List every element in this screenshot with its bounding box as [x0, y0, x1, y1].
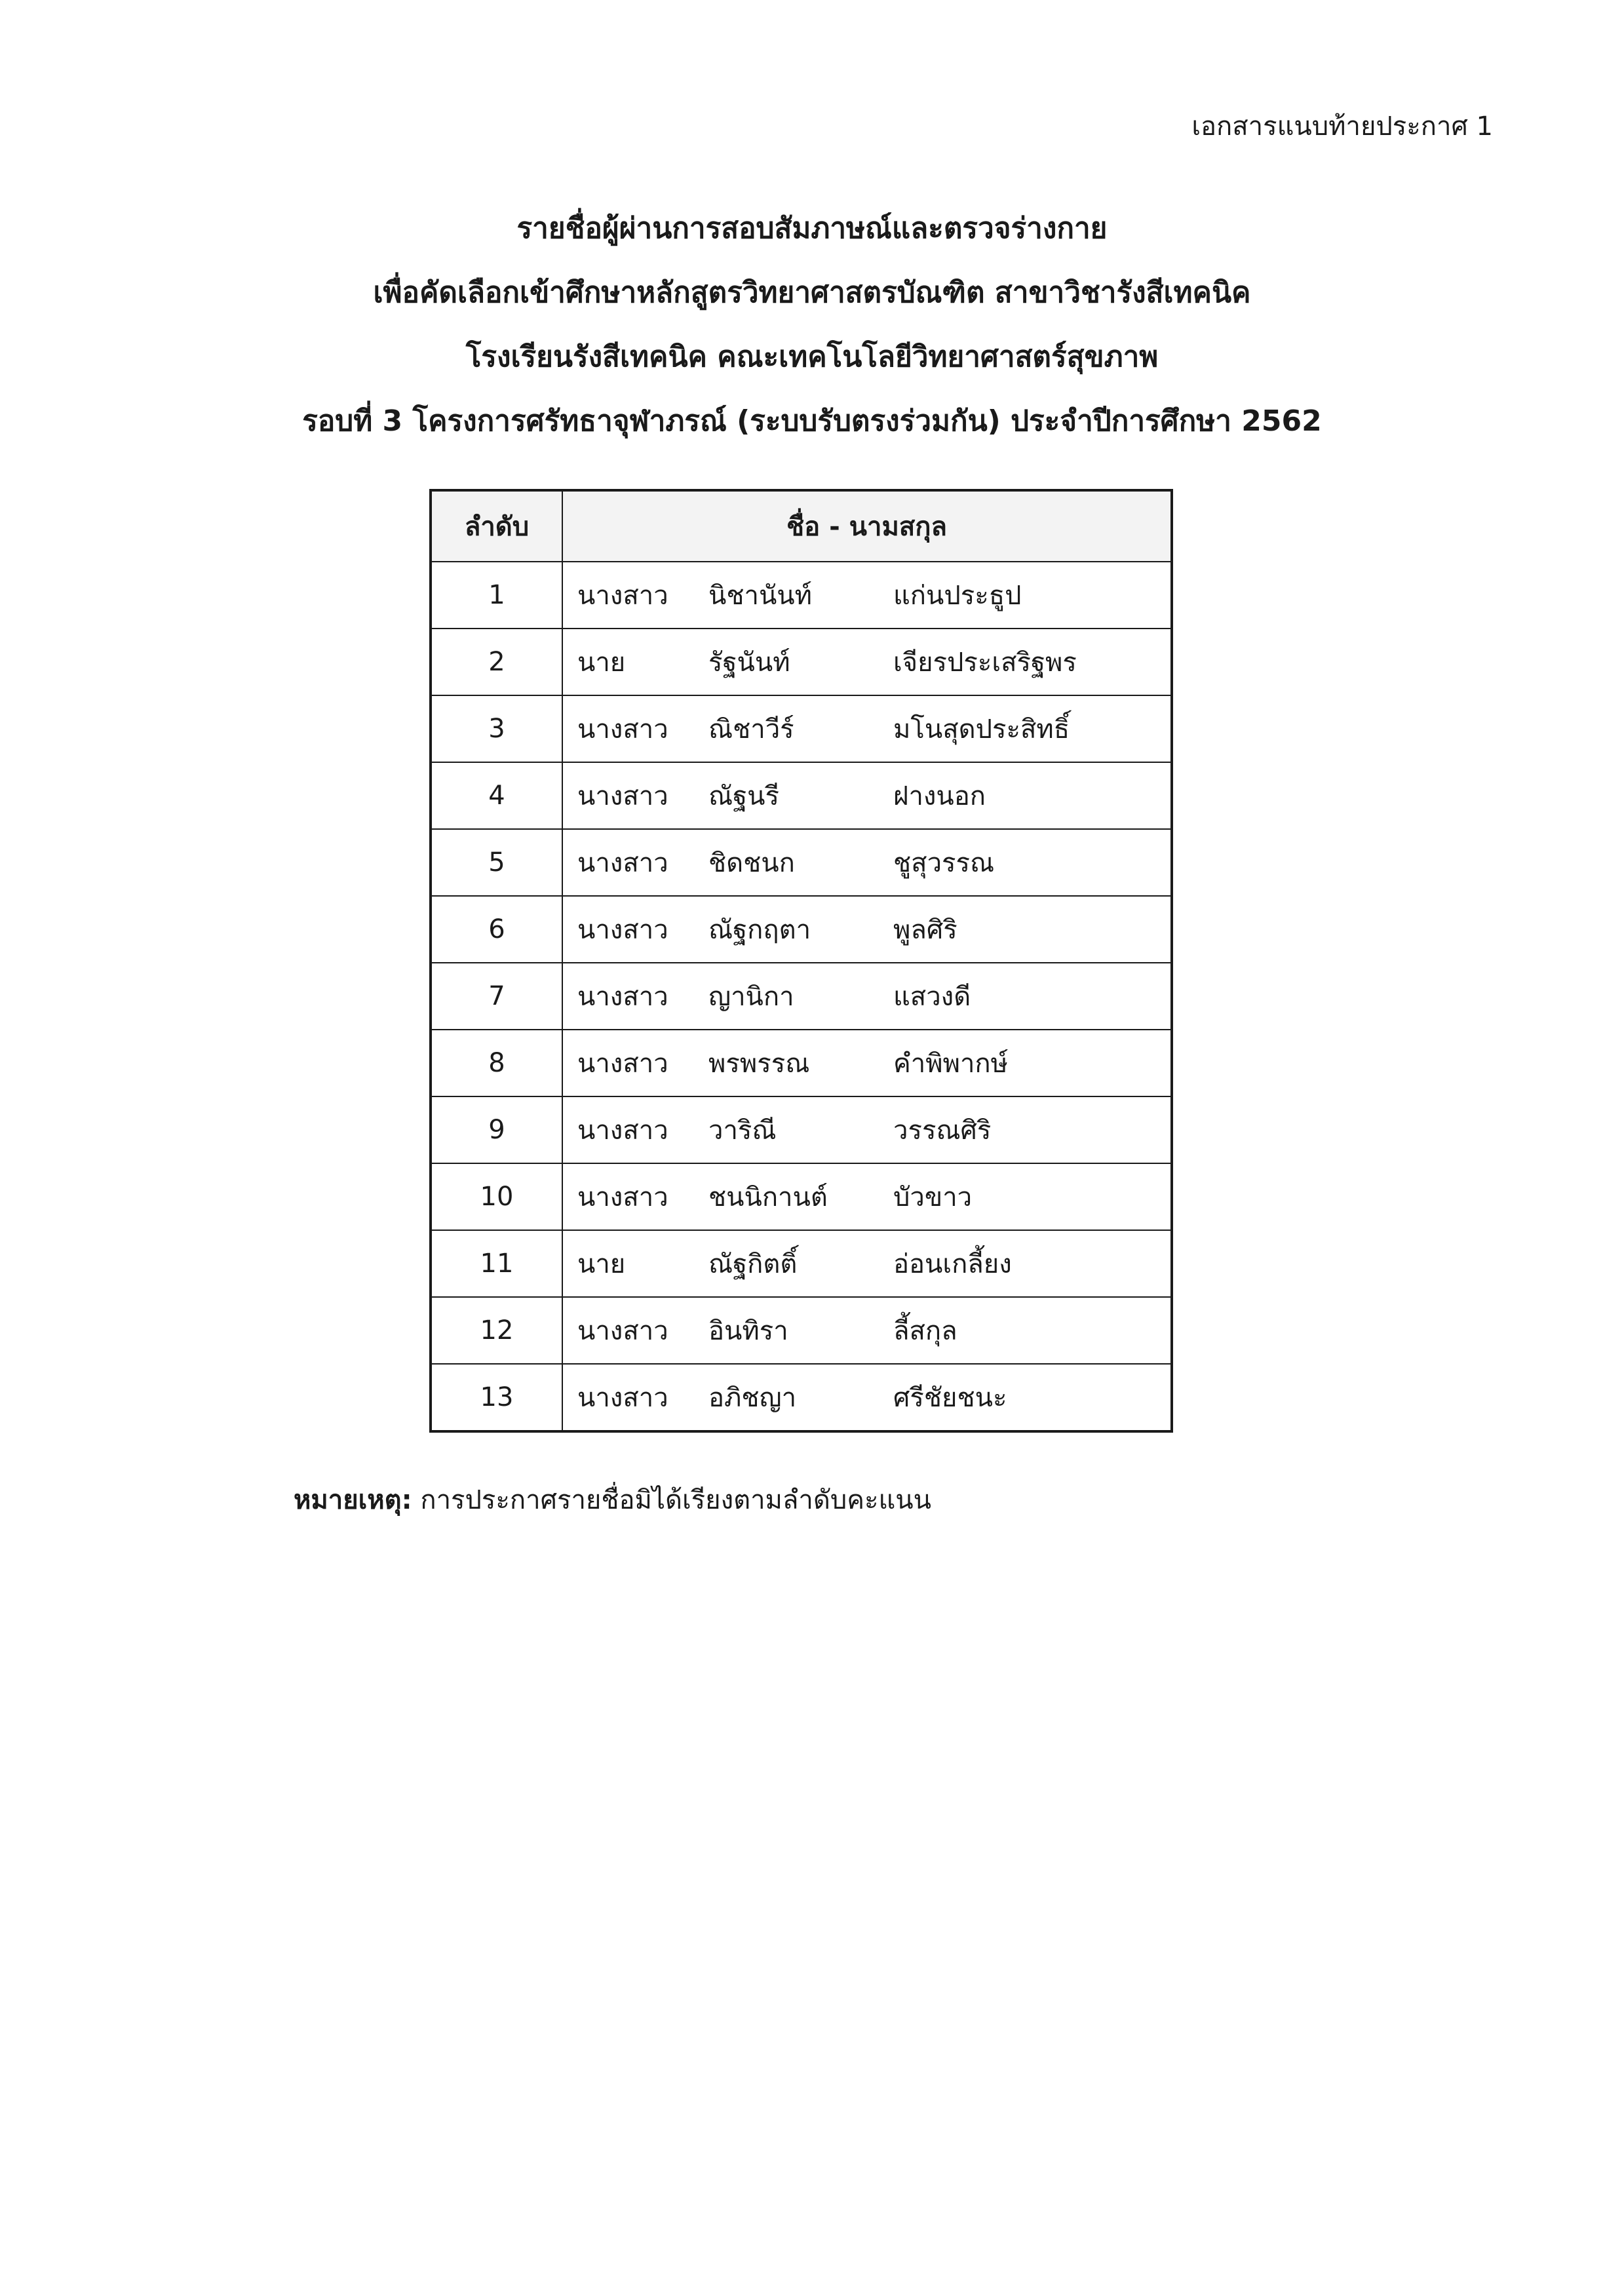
- last-name: บัวขาว: [893, 1182, 973, 1212]
- last-name: คำพิพากษ์: [893, 1049, 1008, 1079]
- row-full-name: [562, 896, 1172, 963]
- name-title: นางสาว: [577, 915, 668, 945]
- table-row: [431, 1163, 1172, 1230]
- table-row: [431, 1364, 1172, 1431]
- name-title: นางสาว: [577, 781, 668, 811]
- name-title: นาย: [577, 648, 626, 678]
- name-title: นางสาว: [577, 714, 668, 745]
- table-row: [431, 896, 1172, 963]
- name-title: นางสาว: [577, 1182, 668, 1212]
- last-name: วรรณศิริ: [893, 1115, 992, 1146]
- row-number: 13: [431, 1364, 562, 1431]
- last-name: แสวงดี: [893, 982, 971, 1012]
- row-full-name: [562, 695, 1172, 762]
- first-name: พรพรรณ: [708, 1049, 810, 1079]
- row-number: 6: [431, 896, 562, 963]
- row-number: 3: [431, 695, 562, 762]
- first-name: ณัฐนรี: [708, 781, 780, 811]
- last-name: มโนสุดประสิทธิ์: [893, 714, 1070, 745]
- last-name: ชูสุวรรณ: [893, 848, 995, 878]
- row-full-name: [562, 629, 1172, 695]
- row-number: 2: [431, 629, 562, 695]
- row-full-name: [562, 562, 1172, 629]
- title-line-3: โรงเรียนรังสีเทคนิค คณะเทคโนโลยีวิทยาศาสตร์สุขภาพ: [465, 340, 1159, 374]
- first-name: นิชานันท์: [708, 581, 813, 611]
- row-number: 8: [431, 1030, 562, 1096]
- name-title: นางสาว: [577, 581, 668, 611]
- row-full-name: [562, 1096, 1172, 1163]
- row-full-name: [562, 829, 1172, 896]
- first-name: ณัฐกิตติ์: [708, 1249, 798, 1279]
- name-title: นางสาว: [577, 1316, 668, 1346]
- row-full-name: [562, 1297, 1172, 1364]
- row-full-name: [562, 1230, 1172, 1297]
- table-row: [431, 1230, 1172, 1297]
- last-name: อ่อนเกลี้ยง: [893, 1249, 1012, 1279]
- name-title: นางสาว: [577, 982, 668, 1012]
- row-full-name: [562, 762, 1172, 829]
- row-number: 9: [431, 1096, 562, 1163]
- table-row: [431, 695, 1172, 762]
- table-row: [431, 963, 1172, 1030]
- name-title: นางสาว: [577, 1049, 668, 1079]
- name-title: นาย: [577, 1249, 626, 1279]
- document-reference: เอกสารแนบท้ายประกาศ 1: [1191, 111, 1493, 142]
- title-line-4: รอบที่ 3 โครงการศรัทธาจุฬาภรณ์ (ระบบรับตรงร่วมกัน) ประจำปีการศึกษา 2562: [302, 404, 1322, 438]
- title-line-2: เพื่อคัดเลือกเข้าศึกษาหลักสูตรวิทยาศาสตรบัณฑิต สาขาวิชารังสีเทคนิค: [373, 276, 1251, 309]
- name-title: นางสาว: [577, 1383, 668, 1413]
- passed-candidates-table: [429, 489, 1173, 1433]
- table-row: [431, 1096, 1172, 1163]
- row-full-name: [562, 1163, 1172, 1230]
- first-name: ชิดชนก: [708, 848, 795, 878]
- first-name: ชนนิกานต์: [708, 1182, 828, 1212]
- row-number: 12: [431, 1297, 562, 1364]
- last-name: ศรีชัยชนะ: [893, 1383, 1007, 1413]
- first-name: ณัฐกฤตา: [708, 915, 811, 945]
- table-row: [431, 1030, 1172, 1096]
- header-order: ลำดับ: [431, 490, 562, 562]
- table-row: [431, 762, 1172, 829]
- first-name: วาริณี: [708, 1115, 777, 1146]
- title-line-1: รายชื่อผู้ผ่านการสอบสัมภาษณ์และตรวจร่างกาย: [516, 212, 1108, 245]
- footnote: [294, 1479, 931, 1521]
- row-number: 10: [431, 1163, 562, 1230]
- table-header-row: [431, 490, 1172, 562]
- last-name: ฝางนอก: [893, 781, 986, 811]
- table-row: [431, 1297, 1172, 1364]
- row-full-name: [562, 1364, 1172, 1431]
- first-name: ณิชาวีร์: [708, 714, 794, 745]
- row-full-name: [562, 1030, 1172, 1096]
- header-name: ชื่อ - นามสกุล: [562, 490, 1172, 562]
- row-number: 1: [431, 562, 562, 629]
- last-name: เจียรประเสริฐพร: [893, 648, 1077, 678]
- row-number: 7: [431, 963, 562, 1030]
- name-title: นางสาว: [577, 1115, 668, 1146]
- last-name: แก่นประธูป: [893, 581, 1022, 611]
- table-row: [431, 629, 1172, 695]
- name-title: นางสาว: [577, 848, 668, 878]
- last-name: ลี้สกุล: [893, 1316, 957, 1346]
- row-full-name: [562, 963, 1172, 1030]
- announcement-title: [0, 197, 1624, 454]
- last-name: พูลศิริ: [893, 915, 957, 945]
- first-name: รัฐนันท์: [708, 648, 790, 678]
- row-number: 11: [431, 1230, 562, 1297]
- table-body: [431, 562, 1172, 1431]
- row-number: 4: [431, 762, 562, 829]
- table-row: [431, 562, 1172, 629]
- footnote-label: หมายเหตุ:: [294, 1485, 412, 1515]
- first-name: ญานิกา: [708, 982, 794, 1012]
- row-number: 5: [431, 829, 562, 896]
- first-name: อินทิรา: [708, 1316, 788, 1346]
- footnote-text: การประกาศรายชื่อมิได้เรียงตามลำดับคะแนน: [412, 1485, 931, 1515]
- table-row: [431, 829, 1172, 896]
- first-name: อภิชญา: [708, 1383, 797, 1413]
